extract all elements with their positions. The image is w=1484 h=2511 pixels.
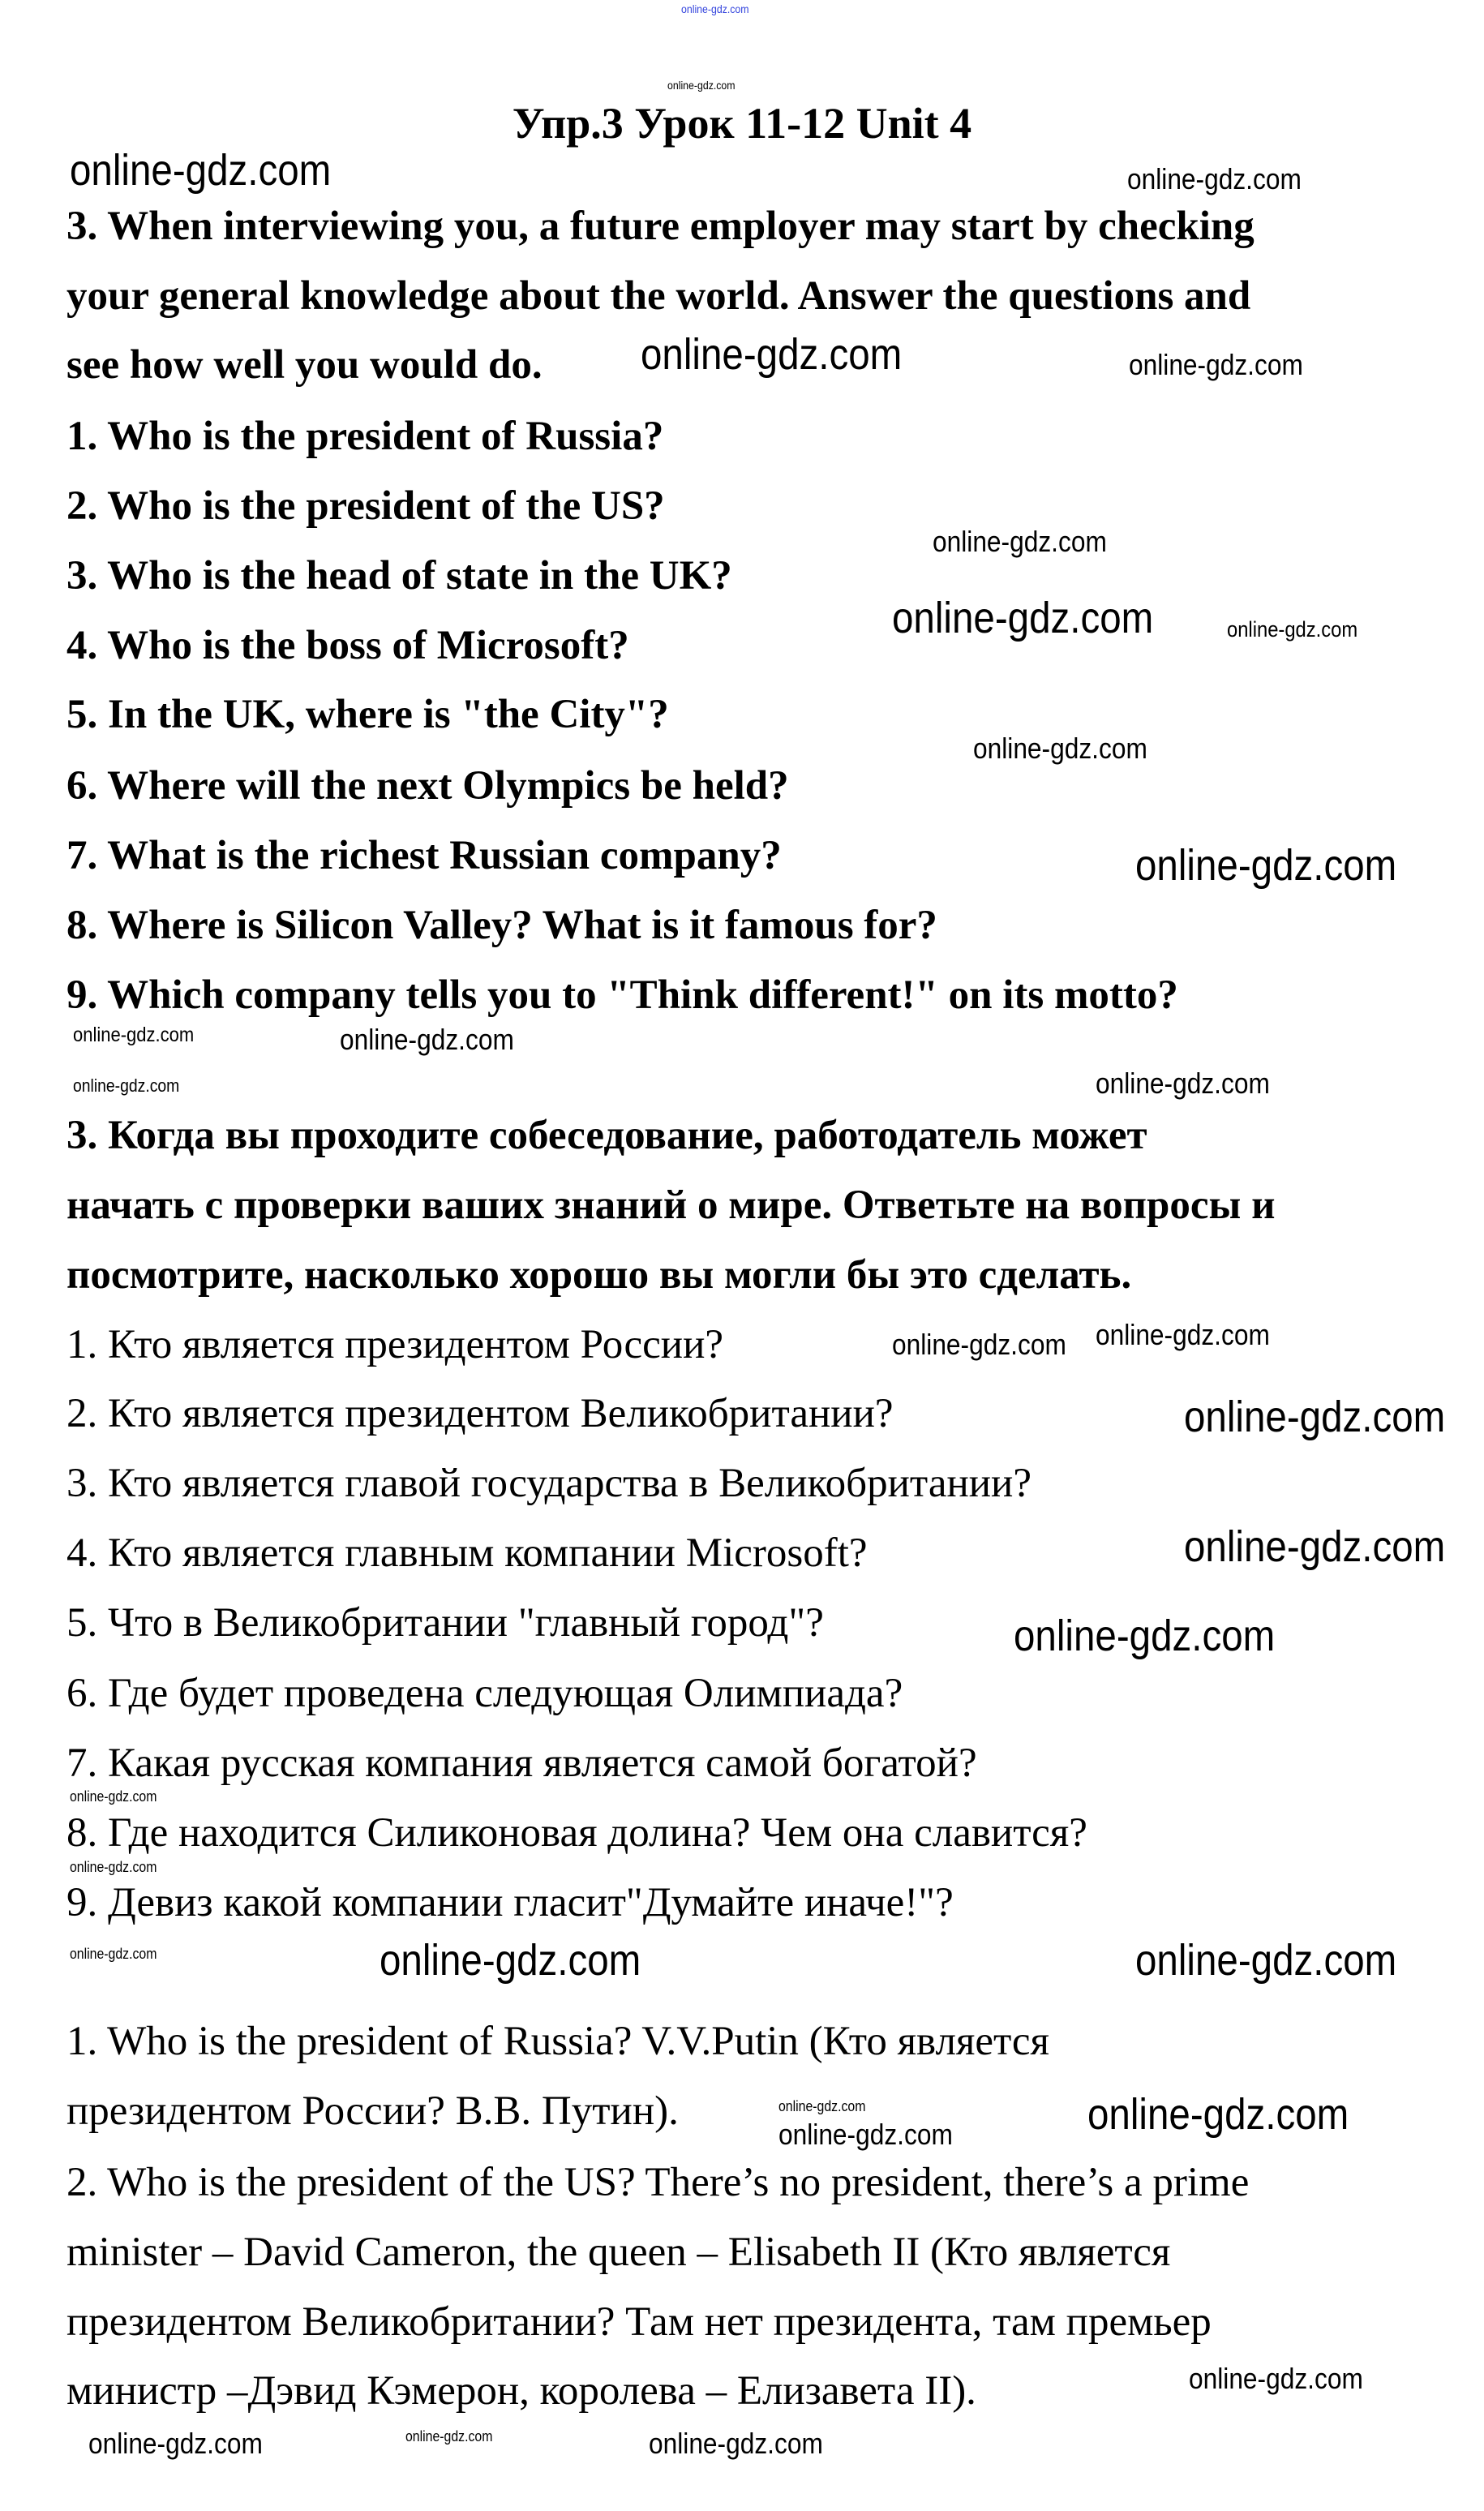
watermark: online-gdz.com	[1087, 2090, 1349, 2139]
task-en-paragraph-line: 3. When interviewing you, a future employer may start by checking	[66, 204, 1255, 249]
watermark: online-gdz.com	[380, 1936, 641, 1985]
watermark: online-gdz.com	[1014, 1612, 1276, 1660]
watermark: online-gdz.com	[1189, 2362, 1363, 2395]
watermark: online-gdz.com	[405, 2428, 493, 2444]
task-ru-question: 2. Кто является президентом Великобритании?	[66, 1391, 894, 1436]
task-ru-paragraph-line: посмотрите, насколько хорошо вы могли бы это сделать.	[66, 1252, 1132, 1298]
task-ru-question: 5. Что в Великобритании "главный город"?	[66, 1600, 824, 1646]
watermark: online-gdz.com	[1096, 1318, 1270, 1351]
task-ru-question: 1. Кто является президентом России?	[66, 1322, 723, 1367]
watermark: online-gdz.com	[88, 2427, 263, 2460]
task-ru-question: 9. Девиз какой компании гласит"Думайте иначе!"?	[66, 1880, 954, 1925]
task-en-question: 2. Who is the president of the US?	[66, 483, 665, 529]
answer-line: президентом Великобритании? Там нет президента, там премьер	[66, 2299, 1212, 2345]
watermark: online-gdz.com	[73, 1075, 180, 1096]
task-ru-paragraph-line: начать с проверки ваших знаний о мире. Ответьте на вопросы и	[66, 1183, 1276, 1228]
watermark: online-gdz.com	[778, 2118, 953, 2151]
task-ru-question: 8. Где находится Силиконовая долина? Чем она славится?	[66, 1810, 1087, 1856]
watermark: online-gdz.com	[1096, 1067, 1270, 1100]
watermark: online-gdz.com	[70, 1788, 157, 1805]
task-en-question: 4. Who is the boss of Microsoft?	[66, 623, 629, 668]
task-ru-paragraph-line: 3. Когда вы проходите собеседование, работодатель может	[66, 1113, 1147, 1158]
answer-line: министр –Дэвид Кэмерон, королева – Елизавета II).	[66, 2368, 976, 2414]
watermark: online-gdz.com	[1184, 1393, 1446, 1441]
watermark: online-gdz.com	[340, 1023, 514, 1056]
task-ru-question: 3. Кто является главой государства в Великобритании?	[66, 1461, 1032, 1506]
watermark: online-gdz.com	[1227, 617, 1358, 642]
task-en-question: 5. In the UK, where is "the City"?	[66, 692, 669, 737]
watermark: online-gdz.com	[973, 732, 1147, 765]
watermark: online-gdz.com	[70, 146, 332, 195]
watermark: online-gdz.com	[667, 79, 736, 92]
watermark: online-gdz.com	[1127, 162, 1302, 195]
answer-line: 2. Who is the president of the US? There’s no president, there’s a prime	[66, 2160, 1250, 2205]
watermark: online-gdz.com	[681, 2, 749, 15]
watermark: online-gdz.com	[892, 1328, 1066, 1361]
task-en-paragraph-line: see how well you would do.	[66, 342, 543, 388]
watermark: online-gdz.com	[892, 594, 1154, 642]
watermark: online-gdz.com	[778, 2098, 866, 2114]
task-en-question: 7. What is the richest Russian company?	[66, 833, 782, 878]
watermark: online-gdz.com	[1135, 1936, 1397, 1985]
watermark: online-gdz.com	[1135, 841, 1397, 890]
watermark: online-gdz.com	[649, 2427, 823, 2460]
watermark: online-gdz.com	[70, 1859, 157, 1875]
watermark: online-gdz.com	[70, 1946, 157, 1962]
task-ru-question: 6. Где будет проведена следующая Олимпиада?	[66, 1671, 903, 1716]
answer-line: minister – David Cameron, the queen – Elisabeth II (Кто является	[66, 2230, 1171, 2275]
watermark: online-gdz.com	[1129, 348, 1303, 381]
page-title: Упр.3 Урок 11-12 Unit 4	[512, 99, 972, 148]
task-en-question: 6. Where will the next Olympics be held?	[66, 763, 789, 809]
task-ru-question: 7. Какая русская компания является самой богатой?	[66, 1741, 977, 1786]
task-en-question: 9. Which company tells you to "Think different!" on its motto?	[66, 972, 1178, 1018]
watermark: online-gdz.com	[641, 330, 903, 379]
answer-line: 1. Who is the president of Russia? V.V.Putin (Кто является	[66, 2019, 1049, 2064]
task-en-paragraph-line: your general knowledge about the world. Answer the questions and	[66, 273, 1251, 319]
task-en-question: 1. Who is the president of Russia?	[66, 414, 664, 459]
watermark: online-gdz.com	[1184, 1522, 1446, 1571]
task-ru-question: 4. Кто является главным компании Microsoft?	[66, 1530, 868, 1576]
answer-line: президентом России? В.В. Путин).	[66, 2088, 679, 2134]
task-en-question: 8. Where is Silicon Valley? What is it famous for?	[66, 903, 937, 948]
task-en-question: 3. Who is the head of state in the UK?	[66, 553, 732, 599]
watermark: online-gdz.com	[73, 1024, 195, 1046]
watermark: online-gdz.com	[933, 525, 1107, 558]
